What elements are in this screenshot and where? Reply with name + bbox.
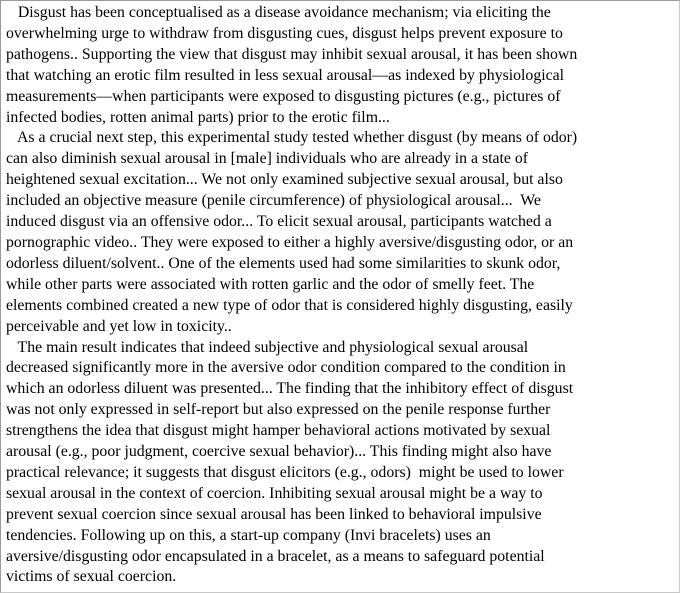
text-line: sexual arousal in the context of coercion. Inhibiting sexual arousal might be a way to [6, 484, 543, 502]
text-line: odorless diluent/solvent.. One of the elements used had some similarities to skunk odor, [6, 254, 561, 272]
text-line: which an odorless diluent was presented... The finding that the inhibitory effect of disgust [6, 380, 574, 398]
text-line: The main result indicates that indeed subjective and physiological sexual arousal [6, 338, 529, 356]
paragraph-experimental-study [6, 128, 674, 337]
text-line: measurements—when participants were exposed to disgusting pictures (e.g., pictures of [6, 87, 561, 105]
text-line: was not only expressed in self-report but also expressed on the penile response further [6, 401, 551, 419]
text-line: prevent sexual coercion since sexual arousal has been linked to behavioral impulsive [6, 505, 542, 523]
text-line: decreased significantly more in the aversive odor condition compared to the condition in [6, 359, 566, 377]
text-line: victims of sexual coercion. [6, 568, 177, 586]
text-line: included an objective measure (penile circumference) of physiological arousal... We [6, 192, 541, 210]
text-line: that watching an erotic film resulted in less sexual arousal—as indexed by physiological [6, 66, 565, 84]
paragraph-disgust-avoidance [6, 3, 674, 128]
text-line: heightened sexual excitation... We not only examined subjective sexual arousal, but also [6, 171, 563, 189]
text-line: strengthens the idea that disgust might hamper behavioral actions motivated by sexual [6, 422, 551, 440]
paragraph-main-result [6, 338, 674, 589]
text-line: perceivable and yet low in toxicity.. [6, 317, 232, 335]
text-line: induced disgust via an offensive odor... To elicit sexual arousal, participants watched a [6, 213, 552, 231]
text-line: pornographic video.. They were exposed to either a highly aversive/disgusting odor, or an [6, 233, 574, 251]
document-body [6, 3, 674, 588]
text-line: elements combined created a new type of odor that is considered highly disgusting, easily [6, 296, 573, 314]
text-line: tendencies. Following up on this, a start-up company (Invi bracelets) uses an [6, 526, 491, 544]
text-line: practical relevance; it suggests that disgust elicitors (e.g., odors) might be used to lower [6, 463, 564, 481]
text-line: Disgust has been conceptualised as a disease avoidance mechanism; via eliciting the [6, 4, 551, 21]
text-line: aversive/disgusting odor encapsulated in a bracelet, as a means to safeguard potential [6, 547, 545, 565]
text-line: pathogens.. Supporting the view that disgust may inhibit sexual arousal, it has been shown [6, 45, 578, 63]
text-line: overwhelming urge to withdraw from disgusting cues, disgust helps prevent exposure to [6, 24, 563, 42]
text-line: while other parts were associated with rotten garlic and the odor of smelly feet. The [6, 275, 535, 293]
text-line: As a crucial next step, this experimental study tested whether disgust (by means of odor) [6, 129, 578, 147]
text-line: can also diminish sexual arousal in [male] individuals who are already in a state of [6, 150, 529, 168]
text-line: infected bodies, rotten animal parts) prior to the erotic film... [6, 108, 390, 126]
text-line: arousal (e.g., poor judgment, coercive sexual behavior)... This finding might also have [6, 443, 552, 461]
